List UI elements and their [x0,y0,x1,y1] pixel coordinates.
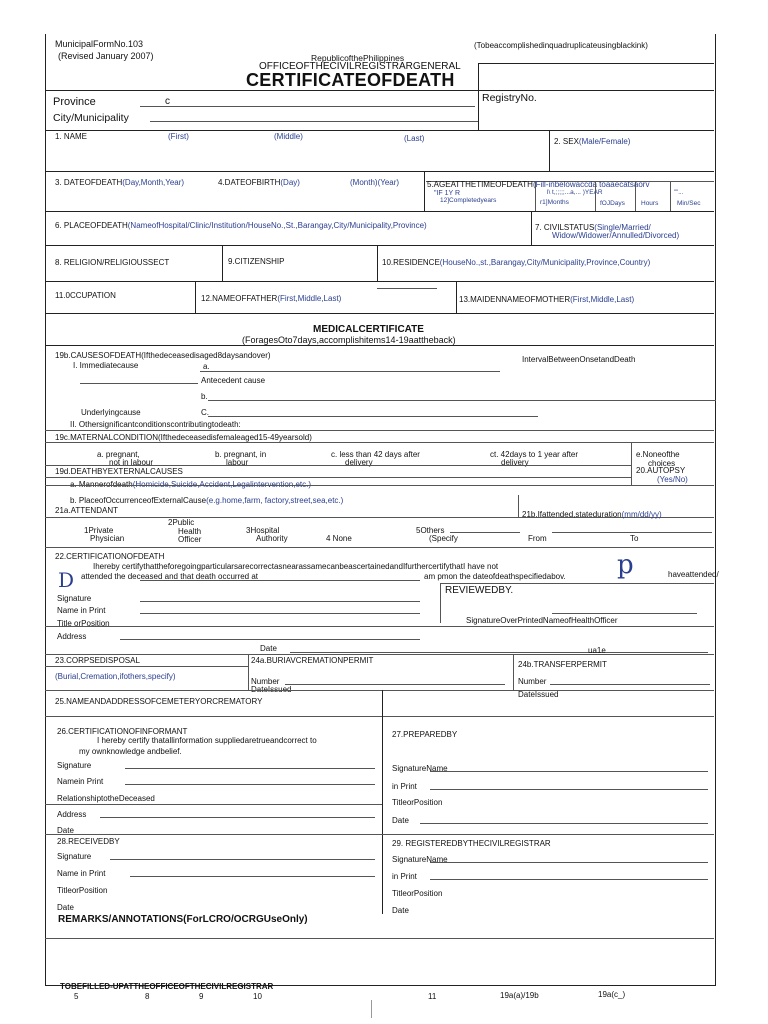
registered-by-label: 29. REGISTEREDBYTHECIVILREGISTRAR [392,839,551,848]
mother-name-label: 13.MAIDENNAMEOFMOTHER(First,Middle,Last) [459,295,635,304]
age-garble-2: ""... [674,190,684,196]
stamp-d-glyph: D [58,568,75,592]
prepared-by-label: 27.PREPAREDBY [392,730,458,739]
duration-to: To [630,534,639,543]
informant-name-print-label: Namein Print [57,777,104,786]
father-name-label: 12.NAMEOFFATHER(First,Middle,Last) [201,294,342,303]
corpse-disposal-label: 23.CORPSEDISPOSAL [55,656,140,665]
age-garble: "IF 1Y R [434,190,461,197]
page-title: CERTIFICATEOFDEATH [246,70,455,90]
certification-text-1b: haveattended/ [668,570,719,579]
registered-signature-label: SignatureName [392,855,448,864]
duration-from: From [528,534,547,543]
age-minutes: Min/Sec [677,200,701,207]
age-hours: Hours [641,200,659,207]
prepared-signature-label: SignatureName [392,764,448,773]
attendant-officer: Officer [178,535,202,544]
other-conditions-label: II. Othersignificantconditionscontributingtodeath: [70,420,241,429]
attendant-authority: Authority [256,534,288,543]
first-name-hint: (First) [168,132,189,141]
certification-of-death-label: 22.CERTIFICATIONOFDEATH [55,552,165,561]
certification-text-2: attended the deceased and that death occurred at [81,572,259,581]
burial-permit-number: Number [251,677,280,686]
footer-code-10: 10 [253,992,262,1001]
informant-label: 26.CERTIFICATIONOFINFORMANT [57,727,188,736]
received-signature-label: Signature [57,852,92,861]
occupation-label: 11.0CCUPATION [55,291,116,300]
health-officer-label: SignatureOverPrintedNameofHealthOfficer [466,616,618,625]
registered-title-label: TitleorPosition [392,889,443,898]
transfer-permit-date-issued: DateIssued [518,690,559,699]
remarks-label: REMARKS/ANNOTATIONS(ForLCRO/OCRGUseOnly) [58,914,308,925]
manner-of-death-label: a. Mannerofdeath(Homicide,Suicide,Accident,Legalintervention,etc.) [70,480,312,489]
sex-label: 2. SEX(Male/Female) [554,137,631,146]
footer-code-8: 8 [145,992,150,1001]
maternal-condition-label: 19c.MATERNALCONDITION(Ifthedeceasedisfemaleaged15-49yearsold) [55,433,312,442]
prepared-in-print-label: in Print [392,782,417,791]
attendant-health: Health [178,527,202,536]
prepared-title-label: TitleorPosition [392,798,443,807]
maternal-e: e.Noneofthe [636,450,680,459]
attendant-public: 2Public [168,518,195,527]
cause-c-label: C. [201,408,209,417]
cemetery-label: 25.NAMEANDADDRESSOFCEMETERYORCREMATORY [55,697,263,706]
informant-address-label: Address [57,810,87,819]
certification-text-1: Ihereby certifythattheforegoingparticularsarecorrectasnearassamecanbeascertainedandIfurthercertifythatI have not [93,562,499,571]
informant-relationship-label: RelationshiptotheDeceased [57,794,155,803]
maternal-b-detail: labour [226,458,249,467]
form-number: MunicipalFormNo.103 [55,39,144,49]
maternal-c-detail: delivery [345,458,373,467]
religion-label: 8. RELIGION/RELIGIOUSSECT [55,258,170,267]
immediate-cause-label: I. Immediatecause [73,361,139,370]
attendant-none: 4 None [326,534,352,543]
civil-status-options: Widow/Widower/Annulled/Divorced) [552,231,680,240]
footer-code-19ac: 19a(c_) [598,990,626,999]
footer-code-11: 11 [428,992,437,1001]
footer-code-5: 5 [74,992,79,1001]
age-months: r1]Months [540,199,569,206]
registered-in-print-label: in Print [392,872,417,881]
cert-date-2-label: ua1e [588,646,606,655]
date-of-death-label: 3. DATEOFDEATH(Day,Month,Year) [55,178,185,187]
causes-of-death-label: 19b.CAUSESOFDEATH(Ifthedeceasedisaged8daysandover) [55,351,271,360]
maternal-a: a. pregnant, [97,450,140,459]
date-of-birth-label: 4.DATEOFBIRTH(Day) [218,178,300,187]
age-year-hint: l\ t,;;;;;...a,... )YEAR [547,189,603,196]
cert-date-label: Date [260,644,277,653]
received-by-label: 28.RECEIVEDBY [57,837,120,846]
underlying-cause-label: Underlyingcause [81,408,141,417]
cert-address-label: Address [57,632,87,641]
dob-month-year-hint: (Month)(Year) [350,178,400,187]
burial-permit-label: 24a.BURIAVCREMATIONPERMIT [251,656,374,665]
age-completed-years: 12]Completedyears [440,197,497,204]
received-name-print-label: Name in Print [57,869,106,878]
registered-date-label: Date [392,906,409,915]
corpse-disposal-options: (Burial,Cremation,ifothers,specify) [55,672,176,681]
city-label: City/Municipality [53,112,129,124]
footer-code-19a: 19a(a)/19b [500,991,539,1000]
name-label: 1. NAME [55,132,88,141]
received-date-label: Date [57,903,74,912]
attendant-others: 5Others [416,526,445,535]
cert-title-position-label: Title orPosition [57,619,110,628]
attendant-hospital: 3Hospital [246,526,280,535]
place-of-death-label: 6. PLACEOFDEATH(NameofHospital/Clinic/Institution/HouseNo.,St.,Barangay,City/Municipality,Province) [55,221,427,230]
antecedent-cause-label: Antecedent cause [201,376,266,385]
informant-text-1: I hereby certify thatallinformation suppliedaretrueandcorrect to [97,736,317,745]
cause-b-label: b. [201,392,208,401]
medical-certificate-subtitle: (ForagesOto7days,accomplishitems14-19aattheback) [242,335,456,345]
civil-status-label: 7. CIVILSTATUS(Single/Married/ [535,223,651,232]
received-title-label: TitleorPosition [57,886,108,895]
footer-label: TOBEFILLED-UPATTHEOFFICEOFTHECIVILREGISTRAR [60,982,274,991]
informant-date-label: Date [57,826,74,835]
province-label: Province [53,96,96,108]
maternal-d: ct. 42days to 1 year after [490,450,579,459]
place-external-label: b. PlaceofOccurrenceofExternalCause(e.g.home,farm, factory,street,sea,etc.) [70,496,344,505]
age-days: fOJDays [600,200,625,207]
informant-signature-label: Signature [57,761,92,770]
cause-a-label: a. [203,362,210,371]
republic-label: RepublicofthePhilippines [311,53,405,63]
last-name-hint: (Last) [404,134,425,143]
middle-name-hint: (Middle) [274,132,303,141]
maternal-c: c. less than 42 days after [331,450,420,459]
autopsy-options: (Yes/No) [657,475,688,484]
autopsy-label: 20.AUTOPSY [636,466,686,475]
transfer-permit-label: 24b.TRANSFERPERMIT [518,660,607,669]
attendant-specify: (Specify [429,534,458,543]
certification-text-2b: am pmon the dateofdeathspecifiedabov. [424,572,566,581]
stamp-p-glyph: p [617,550,634,580]
cert-signature-label: Signature [57,594,92,603]
citizenship-label: 9.CITIZENSHIP [228,257,285,266]
prepared-date-label: Date [392,816,409,825]
maternal-e-detail: choices [648,459,676,468]
cert-name-print-label: Name in Print [57,606,106,615]
ink-instruction: (Tobeaccomplishedinquadruplicateusingblackink) [474,41,648,50]
duration-label: 21b.Ifattended,stateduration(mm/dd/yy) [522,510,662,519]
footer-code-9: 9 [199,992,204,1001]
maternal-d-detail: delivery [501,458,529,467]
maternal-a-detail: not in labour [109,458,154,467]
province-value: c [165,96,170,107]
residence-label: 10.RESIDENCE(HouseNo.,st.,Barangay,City/Municipality,Province,Country) [382,258,651,267]
burial-permit-date-issued: DateIssued [251,685,292,694]
age-label: 5.AGEATTHETIMEOFDEATH(Fill-inbelowaccda toaaecatsaorv [427,180,650,189]
office-label: OFFICEOFTHECIVILREGISTRARGENERAL [259,61,461,72]
reviewed-by-label: REVIEWEDBY. [445,585,514,596]
external-causes-label: 19d.DEATHBYEXTERNALCAUSES [55,467,183,476]
medical-certificate-title: MEDICALCERTIFICATE [313,324,424,335]
registry-no-label: RegistryNo. [482,92,537,104]
attendant-physician: Physician [90,534,125,543]
attendant-private: 1Private [84,526,114,535]
maternal-b: b. pregnant, in [215,450,267,459]
attendant-label: 21a.ATTENDANT [55,506,118,515]
informant-text-2: my ownknowledge andbelief. [79,747,182,756]
transfer-permit-number: Number [518,677,547,686]
revised-date: (Revised January 2007) [58,51,154,61]
interval-label: IntervalBetweenOnsetandDeath [522,355,636,364]
